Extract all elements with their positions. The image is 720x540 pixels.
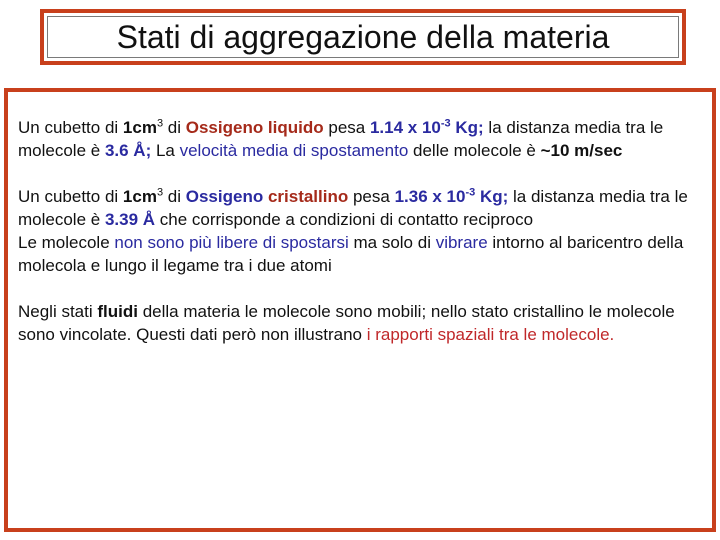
text-run: di [163,187,186,206]
superscript: 3 [156,186,164,199]
highlight-fluids: fluidi [97,302,138,321]
text-run: Un cubetto di [18,118,123,137]
text-run: pesa [348,187,395,206]
value-weight: 1.36 x 10 [394,187,466,206]
highlight-vibrate: vibrare [435,233,488,252]
superscript: 3 [156,117,164,130]
text-run: intorno al baricentro della molecola e lungo il legame tra i due atomi [18,233,684,275]
highlight-spatial-relations: i rapporti spaziali tra le molecole. [366,325,615,344]
text-run: della materia le molecole sono mobili; nello stato cristallino le molecole sono vincolate. Questi dati però non illustrano [18,302,675,344]
paragraph-liquid-oxygen [18,116,704,162]
highlight-oxygen: Ossigeno [185,187,264,206]
title-box [40,9,686,65]
text-run: ma solo di [348,233,436,252]
text-run: la distanza media tra le molecole è [18,187,688,229]
paragraph-crystalline-oxygen [18,185,704,231]
text-run: Negli stati [18,302,98,321]
unit-kg: Kg; [475,187,509,206]
value-velocity: ~10 m/sec [540,141,623,160]
superscript: -3 [440,117,451,130]
text-run: pesa [323,118,370,137]
highlight-crystalline: cristallino [263,187,349,206]
value-weight: 1.14 x 10 [369,118,441,137]
text-run: La [151,141,180,160]
page-title: Stati di aggregazione della materia [116,18,610,55]
value-distance: 3.6 Å; [104,141,152,160]
text-run: delle molecole è [408,141,541,160]
paragraph-conclusion [18,300,704,346]
value-distance: 3.39 Å [104,210,156,229]
highlight-not-free: non sono più libere di spostarsi [114,233,349,252]
text-run: la distanza media tra le molecole è [18,118,664,160]
content-box [4,88,716,532]
superscript: -3 [465,186,476,199]
text-run: 1cm [122,187,157,206]
paragraph-vibration [18,231,704,277]
text-run: che corrisponde a condizioni di contatto reciproco [155,210,534,229]
text-run: di [163,118,186,137]
text-run: Le molecole [18,233,115,252]
unit-kg: Kg; [450,118,484,137]
text-run: Un cubetto di [18,187,123,206]
highlight-liquid-oxygen: Ossigeno liquido [185,118,324,137]
highlight-velocity: velocità media di spostamento [179,141,409,160]
text-run: 1cm [122,118,157,137]
